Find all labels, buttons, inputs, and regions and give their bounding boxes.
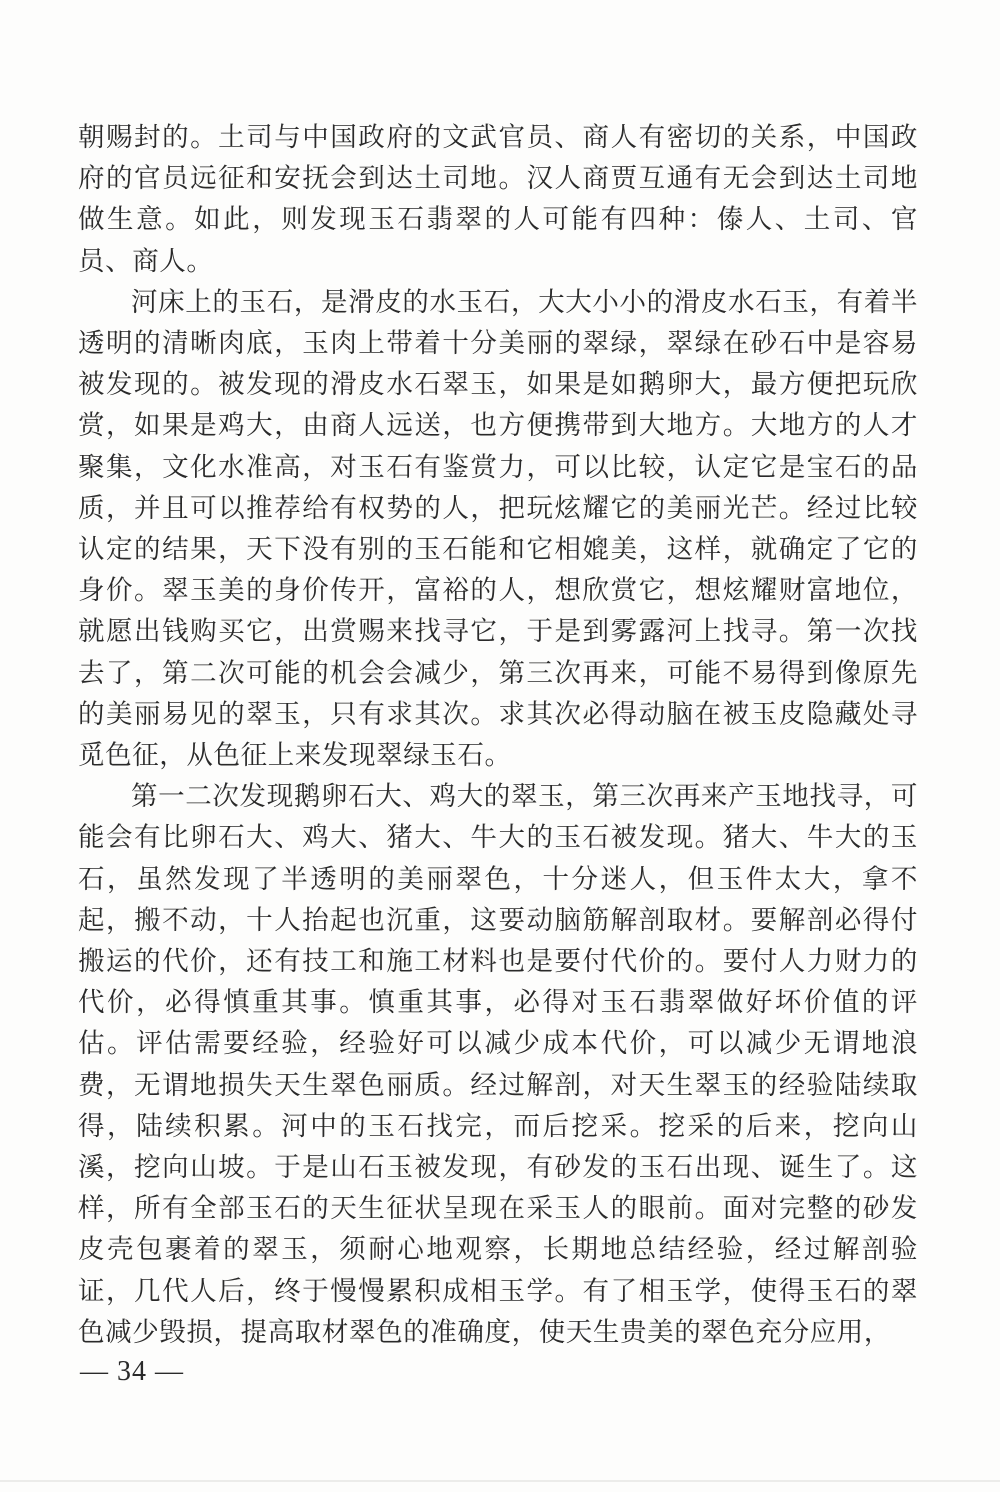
- body-text: [78, 117, 918, 1353]
- paragraph-1: 朝赐封的。土司与中国政府的文武官员、商人有密切的关系，中国政府的官员远征和安抚会到达土司地。汉人商贾互通有无会到达土司地做生意。如此，则发现玉石翡翠的人可能有四种：傣人、土司、官员、商人。: [78, 122, 918, 277]
- paragraph-3: 第一二次发现鹅卵石大、鸡大的翠玉，第三次再来产玉地找寻，可能会有比卵石大、鸡大、猪大、牛大的玉石被发现。猪大、牛大的玉石，虽然发现了半透明的美丽翠色，十分迷人，但玉件太大，拿不起，搬不动，十人抬起也沉重，这要动脑筋解剖取材。要解剖必得付搬运的代价，还有技工和施工材料也是要付代价的。要付人力财力的代价，必得慎重其事。慎重其事，必得对玉石翡翠做好坏价值的评估。评估需要经验，经验好可以减少成本代价，可以减少无谓地浪费，无谓地损失天生翠色丽质。经过解剖，对天生翠玉的经验陆续取得，陆续积累。河中的玉石找完，而后挖采。挖采的后来，挖向山溪，挖向山坡。于是山石玉被发现，有砂发的玉石出现、诞生了。这样，所有全部玉石的天生征状呈现在采玉人的眼前。面对完整的砂发皮壳包裹着的翠玉，须耐心地观察，长期地总结经验，经过解剖验证，几代人后，终于慢慢累积成相玉学。有了相玉学，使得玉石的翠色减少毁损，提高取材翠色的准确度，使天生贵美的翠色充分应用，: [78, 781, 918, 1348]
- paragraph-2: 河床上的玉石，是滑皮的水玉石，大大小小的滑皮水石玉，有着半透明的清晰肉底，玉肉上带着十分美丽的翠绿，翠绿在砂石中是容易被发现的。被发现的滑皮水石翠玉，如果是如鹅卵大，最方便把玩欣赏，如果是鸡大，由商人远送，也方便携带到大地方。大地方的人才聚集，文化水准高，对玉石有鉴赏力，可以比较，认定它是宝石的品质，并且可以推荐给有权势的人，把玩炫耀它的美丽光芒。经过比较认定的结果，天下没有别的玉石能和它相媲美，这样，就确定了它的身价。翠玉美的身价传开，富裕的人，想欣赏它，想炫耀财富地位，就愿出钱购买它，出赏赐来找寻它，于是到雾露河上找寻。第一次找去了，第二次可能的机会会减少，第三次再来，可能不易得到像原先的美丽易见的翠玉，只有求其次。求其次必得动脑在被玉皮隐藏处寻觅色征，从色征上来发现翠绿玉石。: [78, 286, 918, 772]
- page-bottom-edge: [0, 1480, 1000, 1482]
- page-number: — 34 —: [80, 1356, 184, 1387]
